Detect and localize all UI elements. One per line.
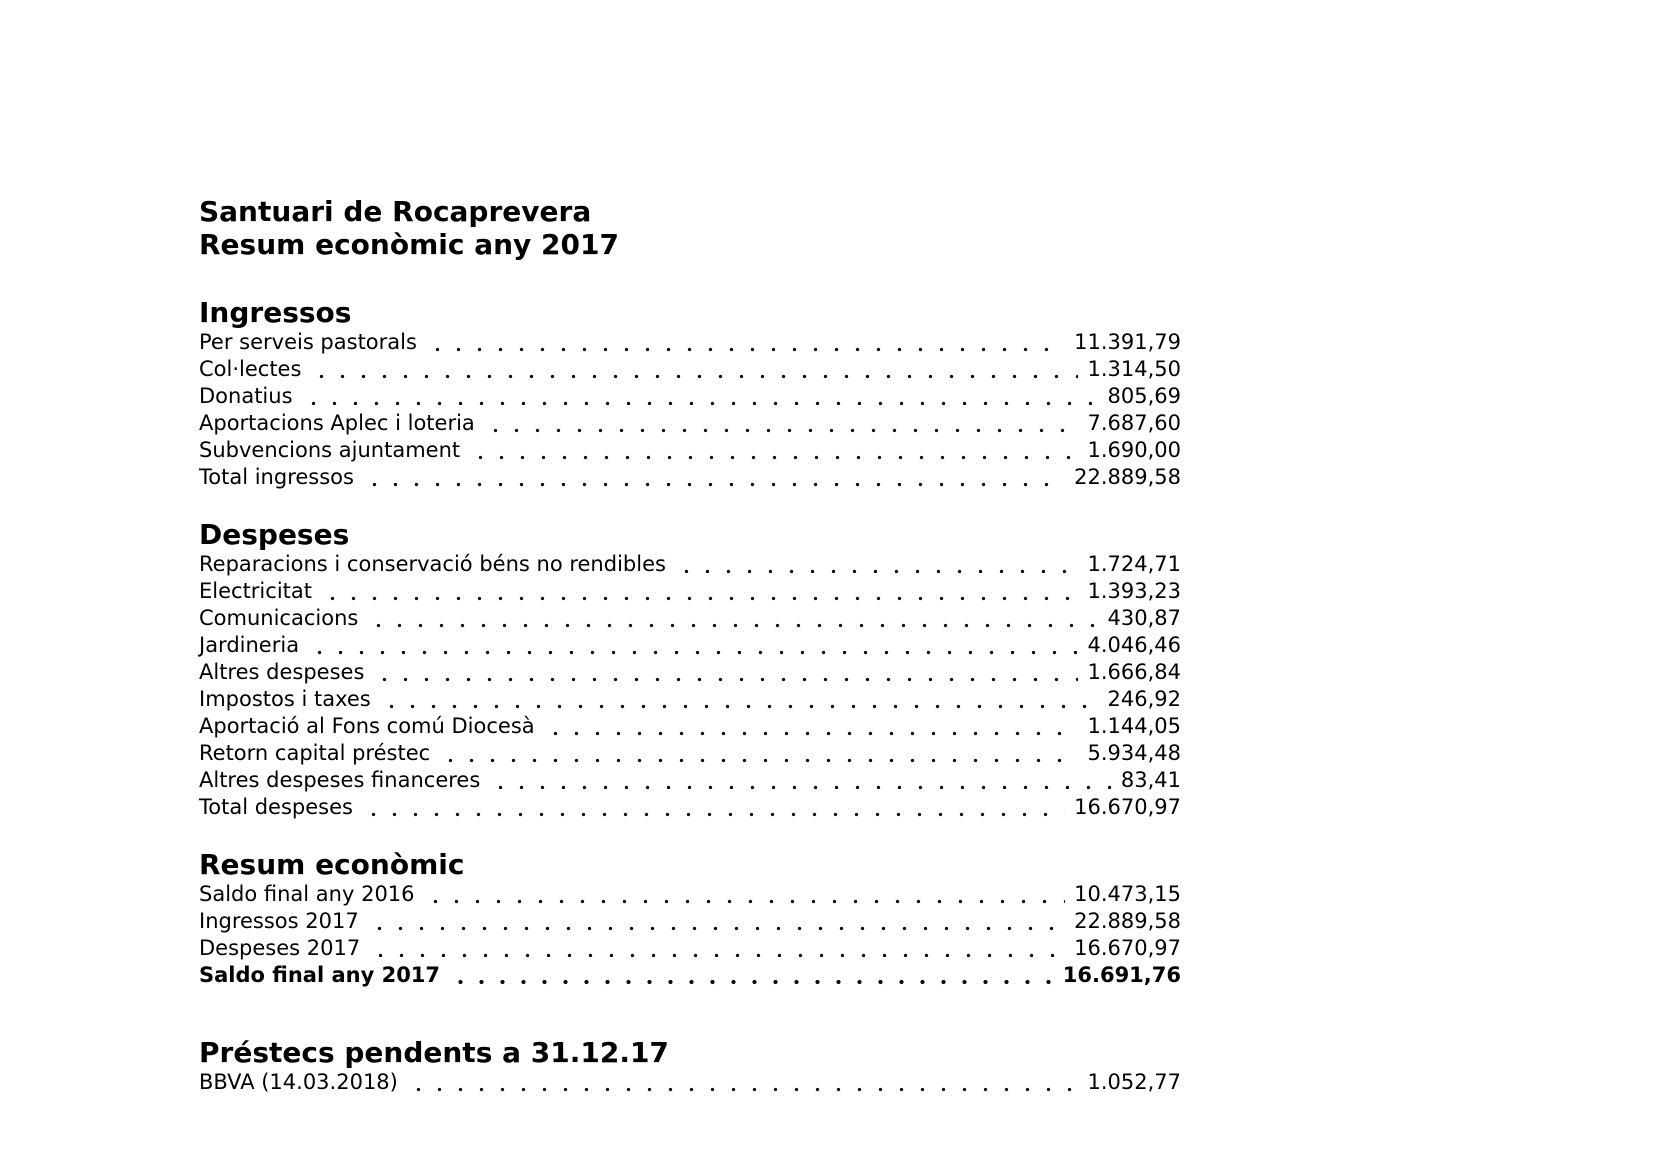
row-amount: 16.691,76 — [1062, 963, 1181, 987]
row-electricitat — [199, 578, 1181, 605]
dot-leader — [311, 374, 1078, 379]
row-amount: 805,69 — [1107, 384, 1181, 408]
section-heading-despeses: Despeses — [199, 518, 350, 551]
row-label: Aportacions Aplec i loteria — [199, 411, 475, 435]
section-ingressos — [199, 296, 1181, 491]
row-label: Saldo final any 2016 — [199, 882, 415, 906]
row-amount: 22.889,58 — [1074, 909, 1181, 933]
dot-leader — [490, 785, 1112, 790]
row-label: Saldo final any 2017 — [199, 963, 441, 987]
row-amount: 1.314,50 — [1087, 357, 1181, 381]
row-amount: 16.670,97 — [1074, 795, 1181, 819]
row-subvencions-ajuntament — [199, 437, 1181, 464]
row-amount: 1.690,00 — [1087, 438, 1181, 462]
row-amount: 1.052,77 — [1087, 1070, 1181, 1094]
section-heading-resum-economic: Resum econòmic — [199, 848, 465, 881]
section-resum-economic — [199, 848, 1181, 989]
row-despeses-2017 — [199, 935, 1181, 962]
row-amount: 1.666,84 — [1087, 660, 1181, 684]
dot-leader — [470, 455, 1078, 460]
dot-leader — [363, 812, 1065, 817]
row-label: Despeses 2017 — [199, 936, 361, 960]
row-altres-despeses-financeres — [199, 767, 1181, 794]
row-label: Reparacions i conservació béns no rendibles — [199, 552, 666, 576]
row-collectes — [199, 356, 1181, 383]
dot-leader — [303, 401, 1099, 406]
row-aportacions-aplec-i-loteria — [199, 410, 1181, 437]
row-amount: 1.393,23 — [1087, 579, 1181, 603]
row-donatius — [199, 383, 1181, 410]
row-label: Donatius — [199, 384, 293, 408]
row-impostos-i-taxes — [199, 686, 1181, 713]
row-amount: 11.391,79 — [1074, 330, 1181, 354]
row-label: Per serveis pastorals — [199, 330, 417, 354]
section-heading-prestecs-pendents: Préstecs pendents a 31.12.17 — [199, 1036, 669, 1069]
row-amount: 22.889,58 — [1074, 465, 1181, 489]
row-label: Subvencions ajuntament — [199, 438, 461, 462]
row-saldo-final-any-2016 — [199, 881, 1181, 908]
document-content — [199, 195, 1181, 1096]
dot-leader — [408, 1087, 1079, 1092]
section-heading-ingressos: Ingressos — [199, 296, 352, 329]
row-amount: 16.670,97 — [1074, 936, 1181, 960]
row-label: Total despeses — [199, 795, 353, 819]
row-altres-despeses — [199, 659, 1181, 686]
row-total-ingressos — [199, 464, 1181, 491]
dot-leader — [440, 758, 1078, 763]
row-retorn-capital-prestec — [199, 740, 1181, 767]
row-label: Col·lectes — [199, 357, 302, 381]
row-amount: 4.046,46 — [1087, 633, 1181, 657]
row-amount: 430,87 — [1107, 606, 1181, 630]
row-amount: 1.724,71 — [1087, 552, 1181, 576]
row-label: Aportació al Fons comú Diocesà — [199, 714, 535, 738]
row-bbva — [199, 1069, 1181, 1096]
dot-leader — [374, 677, 1078, 682]
row-amount: 5.934,48 — [1087, 741, 1181, 765]
dot-leader — [309, 650, 1078, 655]
row-amount: 83,41 — [1120, 768, 1181, 792]
dot-leader — [322, 596, 1078, 601]
row-amount: 246,92 — [1107, 687, 1181, 711]
document-title — [199, 195, 1181, 261]
dot-leader — [427, 347, 1065, 352]
row-saldo-final-any-2017 — [199, 962, 1181, 989]
row-amount: 10.473,15 — [1074, 882, 1181, 906]
row-label: Altres despeses financeres — [199, 768, 481, 792]
row-label: Jardineria — [199, 633, 300, 657]
dot-leader — [368, 623, 1098, 628]
row-label: Altres despeses — [199, 660, 365, 684]
dot-leader — [485, 428, 1079, 433]
row-ingressos-2017 — [199, 908, 1181, 935]
row-label: BBVA (14.03.2018) — [199, 1070, 398, 1094]
document-title-line1: Santuari de Rocaprevera — [199, 195, 592, 228]
row-label: Ingressos 2017 — [199, 909, 359, 933]
dot-leader — [676, 569, 1079, 574]
row-label: Comunicacions — [199, 606, 359, 630]
row-label: Total ingressos — [199, 465, 354, 489]
section-despeses — [199, 518, 1181, 821]
document-title-line2: Resum econòmic any 2017 — [199, 228, 619, 261]
dot-leader — [370, 953, 1065, 958]
row-label: Electricitat — [199, 579, 312, 603]
row-jardineria — [199, 632, 1181, 659]
dot-leader — [450, 979, 1054, 985]
row-reparacions-conservacio — [199, 551, 1181, 578]
row-per-serveis-pastorals — [199, 329, 1181, 356]
row-aportacio-fons-comu-diocesa — [199, 713, 1181, 740]
section-prestecs-pendents — [199, 1036, 1181, 1096]
row-label: Retorn capital préstec — [199, 741, 431, 765]
dot-leader — [369, 926, 1065, 931]
dot-leader — [545, 731, 1079, 736]
row-total-despeses — [199, 794, 1181, 821]
dot-leader — [364, 482, 1065, 487]
row-amount: 7.687,60 — [1087, 411, 1181, 435]
row-amount: 1.144,05 — [1087, 714, 1181, 738]
row-comunicacions — [199, 605, 1181, 632]
row-label: Impostos i taxes — [199, 687, 371, 711]
dot-leader — [425, 899, 1066, 904]
dot-leader — [381, 704, 1099, 709]
